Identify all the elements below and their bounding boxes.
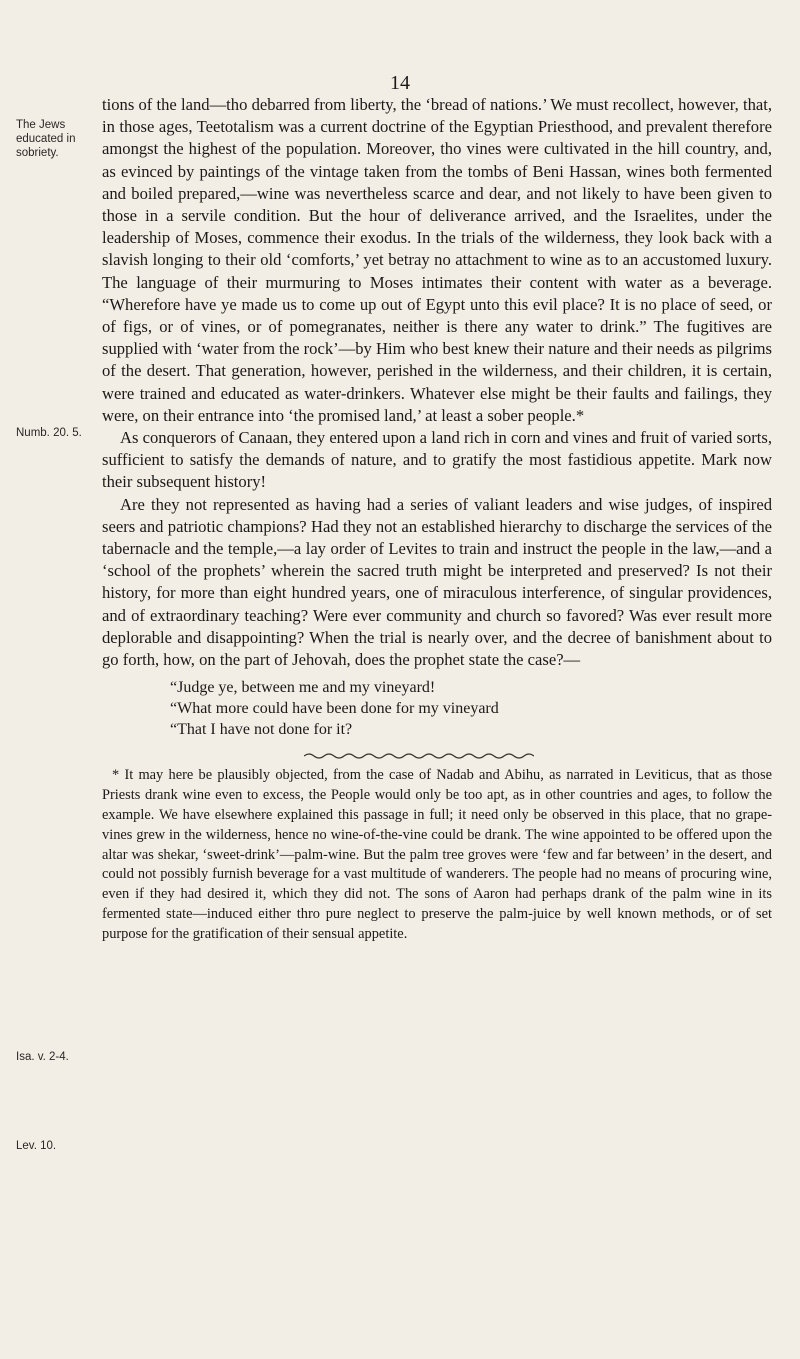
verse-line: “What more could have been done for my vineyard	[170, 700, 499, 718]
margin-note-isaiah-ref: Isa. v. 2-4.	[16, 1051, 69, 1063]
footnote: * It may here be plausibly objected, from the case of Nadab and Abihu, as narrated in Leviticus, that as those Priests drank wine even to excess, the People would only be too apt, as in other countries and ages, to follow the example. We have elsewhere explained this passage in full; it need only be observed in this place, that no grape-vines grew in the wilderness, hence no wine-of-the-vine could be drank. The wine appointed to be offered upon the altar was shekar, ‘sweet-drink’—palm-wine. But the palm tree groves were ‘few and far between’ in the desert, and could not possibly furnish beverage for a vast multitude of wanderers. The people had no means of procuring wine, even if they had desired it, which they did not. The sons of Aaron had perhaps drank of the palm wine in its fermented state—induced either thro pure neglect to preserve the palm-juice by well known methods, or of set purpose for the gratification of their sensual appetite.	[102, 767, 772, 942]
verse-line: “Judge ye, between me and my vineyard!	[170, 679, 436, 697]
margin-note-numbers-ref: Numb. 20. 5.	[16, 427, 82, 439]
margin-note-jews-sobriety: The Jews educated in sobriety.	[16, 119, 76, 159]
paragraph-exodus: tions of the land—tho debarred from liberty, the ‘bread of nations.’ We must recollect, however, that, in those ages, Teetotalism was a current doctrine of the Egyptian Priesthood, and prevalent therefore amongst the highest of the population. Moreover, tho vines were cultivated in the hill country, and, as evinced by paintings of the vintage taken from the tombs of Beni Hassan, wines both fermented and boiled prepared,—wine was nevertheless scarce and dear, and not likely to have been given to those in a servile condition. But the hour of deliverance arrived, and the Israelites, under the leadership of Moses, commence their exodus. In the trials of the wilderness, they look back with a slavish longing to their old ‘comforts,’ yet betray no attachment to wine as to an accustomed luxury. The language of their murmuring to Moses intimates their content with water as a beverage. “Wherefore have ye made us to come up out of Egypt unto this evil place? It is no place of seed, or of figs, or of vines, or of pomegranates, neither is there any water to drink.” The fugitives are supplied with ‘water from the rock’—by Him who best knew their nature and their needs as pilgrims of the desert. That generation, however, perished in the wilderness, and their children, it is certain, were trained and educated as water-drinkers. Whatever else might be their faults and failings, they were, on their entrance into ‘the promised land,’ at least a sober people.*	[102, 95, 772, 425]
wavy-divider	[304, 752, 534, 760]
margin-note-leviticus-ref: Lev. 10.	[16, 1140, 57, 1152]
paragraph-canaan: As conquerors of Canaan, they entered upon a land rich in corn and vines and fruit of varied sorts, sufficient to satisfy the demands of nature, and to gratify the most fastidious appetite. Mark now their subsequent history!	[102, 428, 772, 492]
verse-line: “That I have not done for it?	[170, 721, 353, 739]
paragraph-history: Are they not represented as having had a series of valiant leaders and wise judges, of inspired seers and patriotic champions? Had they not an established hierarchy to discharge the services of the tabernacle and the temple,—a lay order of Levites to train and instruct the people in the law,—and a ‘school of the prophets’ wherein the sacred truth might be interpreted and preserved? Is not their history, for more than eight hundred years, one of miraculous interference, of singular providences, and of extraordinary teaching? Were ever community and church so favored? Was ever result more deplorable and disappointing? When the trial is nearly over, and the decree of banishment about to go forth, how, on the part of Jehovah, does the prophet state the case?—	[102, 494, 772, 670]
page-number: 14	[390, 72, 410, 94]
isaiah-quotation	[170, 677, 772, 740]
main-text	[102, 94, 772, 945]
